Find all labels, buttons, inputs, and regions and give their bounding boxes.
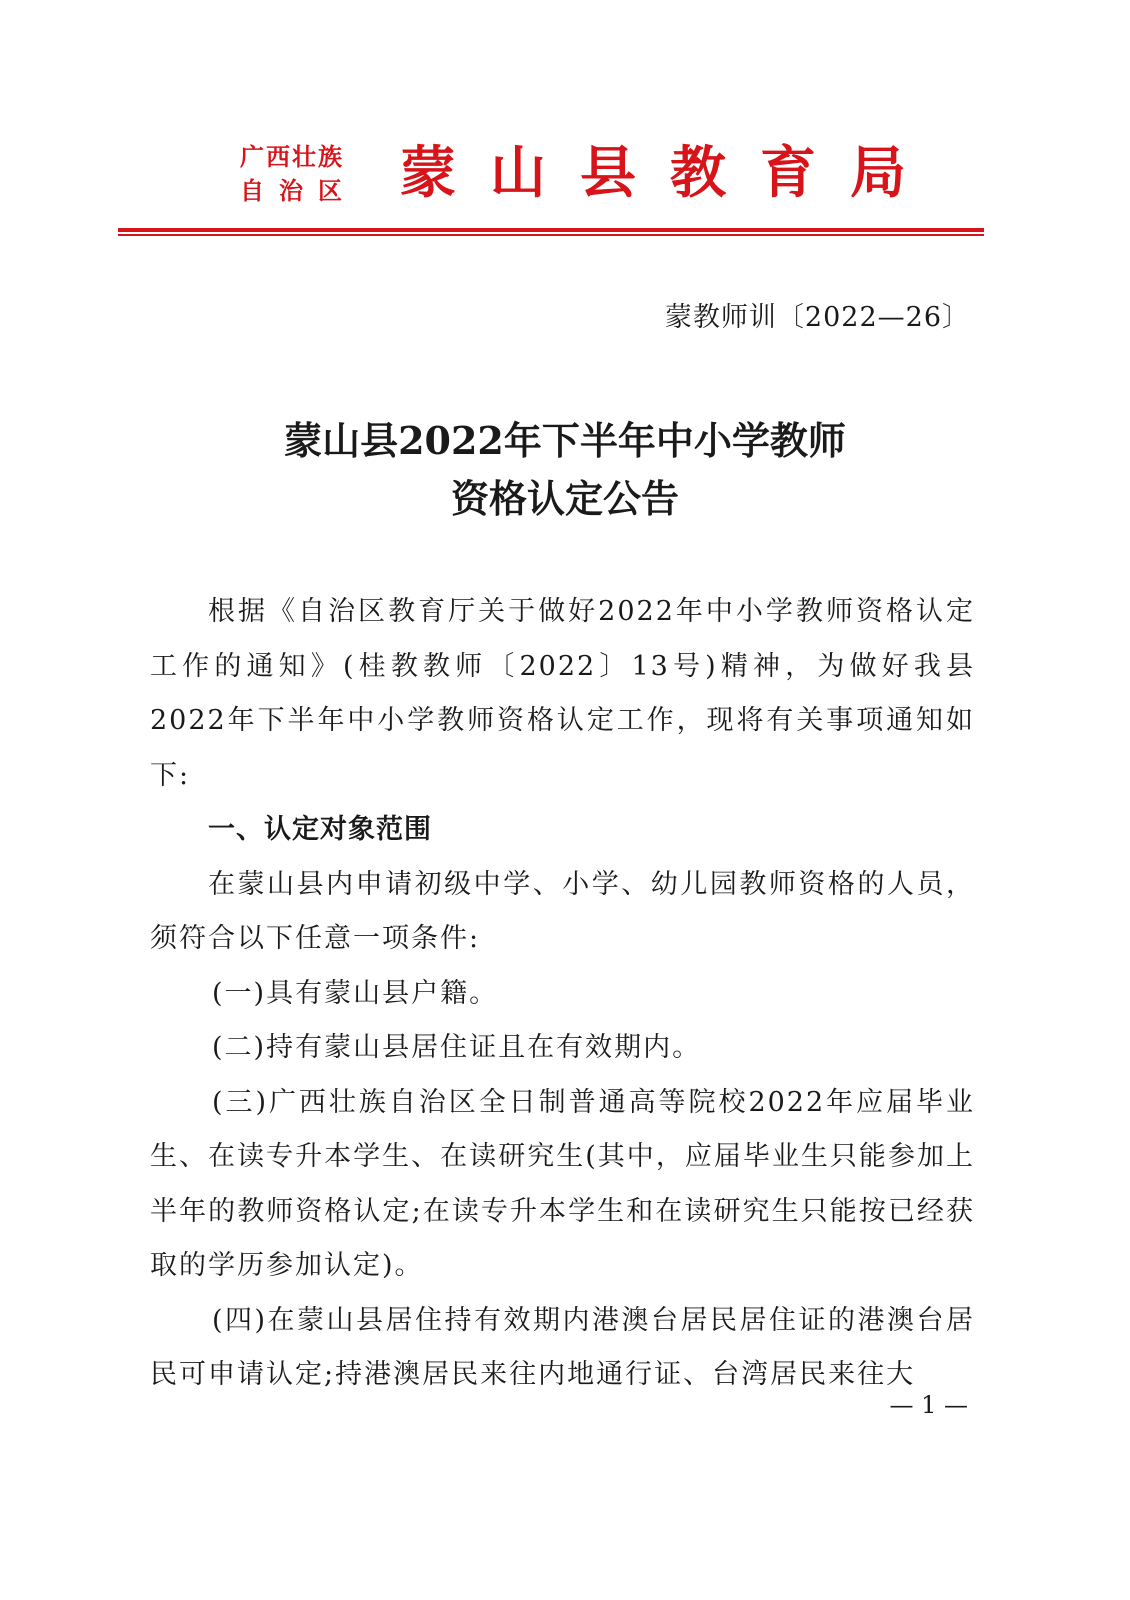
letterhead-red-rule-thin <box>118 234 984 236</box>
section-heading: 一、认定对象范围 <box>208 814 432 845</box>
document-title-line2: 资格认定公告 <box>450 476 679 521</box>
region-name <box>240 140 360 208</box>
red-letterhead <box>240 140 940 210</box>
section-paragraph: 在蒙山县内申请初级中学、小学、幼儿园教师资格的人员，须符合以下任意一项条件: <box>150 868 975 954</box>
letterhead-red-rule <box>118 228 984 232</box>
bureau-name: 蒙山县教育局 <box>400 140 940 206</box>
intro-paragraph: 根据《自治区教育厅关于做好2022年中小学教师资格认定工作的通知》(桂教教师〔2022〕13号)精神，为做好我县2022年下半年中小学教师资格认定工作，现将有关事项通知如下: <box>150 596 975 791</box>
document-number: 蒙教师训〔2022—26〕 <box>664 302 970 333</box>
condition-item-2: (二)持有蒙山县居住证且在有效期内。 <box>212 1032 702 1063</box>
condition-item-1: (一)具有蒙山县户籍。 <box>212 977 499 1009</box>
region-name-line2: 自治区 <box>240 176 357 205</box>
document-title-line1: 蒙山县2022年下半年中小学教师 <box>284 418 846 463</box>
page-number: — 1 — <box>889 1391 968 1419</box>
region-name-line1: 广西壮族 <box>240 142 344 171</box>
document-title <box>0 412 1130 528</box>
condition-item-3: (三)广西壮族自治区全日制普通高等院校2022年应届毕业生、在读专升本学生、在读研究生(其中，应届毕业生只能参加上半年的教师资格认定;在读专升本学生和在读研究生只能按已经获取的学历参加认定)。 <box>150 1086 975 1281</box>
condition-item-4: (四)在蒙山县居住持有效期内港澳台居民居住证的港澳台居民可申请认定;持港澳居民来往内地通行证、台湾居民来往大 <box>150 1304 975 1390</box>
document-body <box>150 585 975 1403</box>
